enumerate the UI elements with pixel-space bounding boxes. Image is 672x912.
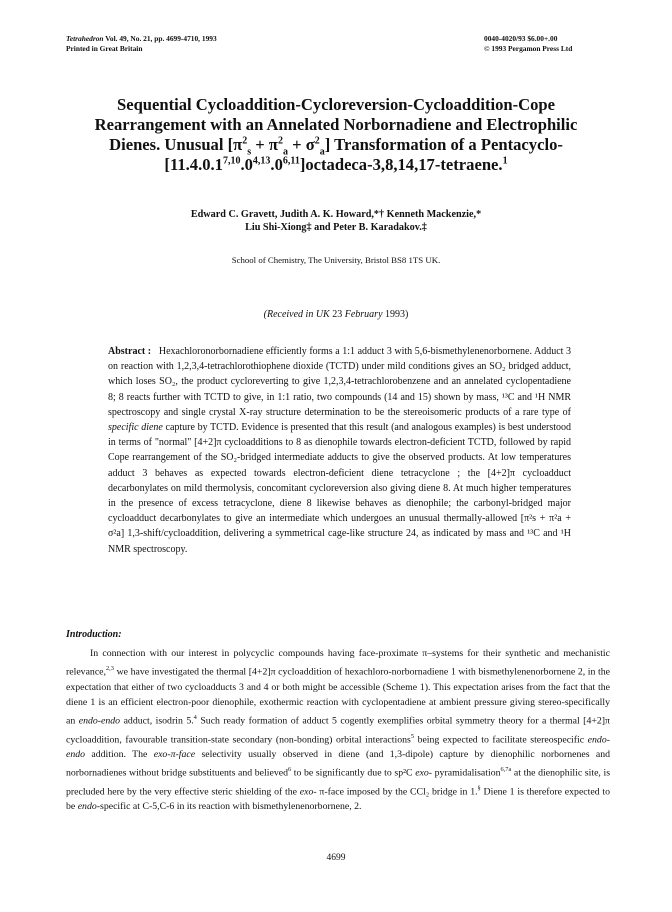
- page-number: 4699: [326, 853, 346, 863]
- abstract-label: Abstract :: [108, 346, 152, 357]
- printed-in: Printed in Great Britain: [66, 44, 143, 53]
- article-title: Sequential Cycloaddition-Cycloreversion-Cycloaddition-Cope Rearrangement with an Annelated Norbornadiene and Electrophilic Dienes. Unusual $[\pi^2_s + \pi^2_a + \sigma^2_a]$ Transformation of a Pentacyclo- [11.4.0.1$^{7,10}$.0$^{4,13}$.0$^{6,11}$]octadeca-3,8,14,17-tetraene.$^1$: [94, 95, 578, 174]
- copyright-notice: © 1993 Pergamon Press Ltd: [484, 44, 573, 53]
- affiliation: School of Chemistry, The University, Bristol BS8 1TS UK.: [231, 255, 441, 265]
- journal-header: [66, 34, 217, 54]
- abstract: Abstract : Hexachloronorbornadiene efficiently forms a 1:1 adduct 3 with 5,6-bismethylenenorbornene. Adduct 3 on reaction with 1,2,3,4-tetrachlorothiophene dioxide (TCTD) under mild conditions gives an SO₂ bridged adduct, which loses SO₂, the product cycloreverting to give 1,2,3,4-tetrachlorobenzene and an annelated cyclopentadiene 8; 8 reacts further with TCTD to give, in 1:1 ratio, two compounds (14 and 15) shown by mass, ¹³C and ¹H NMR spectroscopy and single crystal X-ray structure determination to be the stereoisomeric products of a rare type of specific diene capture by TCTD. Evidence is presented that this result (and analogous examples) is best understood in terms of "normal" [4+2]π cycloadditions to 8 as dienophile towards electron-deficient TCTD, followed by rapid Cope rearrangement of the SO₂-bridged intermediate adducts to give the observed products. At low temperatures adduct 3 behaves as expected towards electron-deficient diene tetracyclone ; the [4+2]π cycloadduct decarbonylates on mild thermolysis, concomitant cycloreversion also giving diene 8. At much higher temperatures in the presence of excess tetracyclone, diene 8 likewise behaves as dienophile; the carbonyl-bridged major cycloadduct decarbonylates to give an intermediate which undergoes an unusual thermally-allowed [π²s + π²a + σ²a] 1,3-shift/cycloaddition, delivering a symmetrical cage-like structure 24, as indicated by mass and ¹³C and ¹H NMR spectroscopy.: [108, 346, 572, 555]
- issn-code: 0040-4020/93 $6.00+.00: [484, 34, 558, 43]
- journal-citation: Tetrahedron Vol. 49, No. 21, pp. 4699-4710, 1993: [66, 34, 217, 43]
- section-heading-introduction: Introduction:: [66, 629, 122, 640]
- received-date: (Received in UK 23 February 1993): [263, 309, 409, 320]
- copyright-header: [484, 34, 572, 54]
- author-list: Edward C. Gravett, Judith A. K. Howard,*† Kenneth Mackenzie,* Liu Shi-Xiong‡ and Peter B. Karadakov.‡: [190, 209, 482, 233]
- introduction-paragraph: In connection with our interest in polycyclic compounds having face-proximate π–systems for their synthetic and mechanistic relevance,$^{2,3}$ we have investigated the thermal [4+2]π cycloaddition of hexachloro-norbornadiene 1 with bismethylenenorbornene 2, in the expectation that either of two cycloadducts 3 and 4 or both might be accessible (Scheme 1). This expectation arises from the fact that the diene 1 is an efficient electron-poor dienophile, exothermic reaction with cyclopentadiene at ambient pressure giving stereo-specifically an endo-endo adduct, isodrin 5.$^4$ Such ready formation of adduct 5 cogently exemplifies orbital symmetry theory for a thermal [4+2]π cycloaddition, favourable transition-state secondary (non-bonding) orbital interactions$^5$ being expected to facilitate stereospecific endo-endo addition. The exo-π-face selectivity usually observed in diene (and 1,3-dipole) capture by dienophilic norbornenes and norbornadienes without bridge substituents and believed$^6$ to be significantly due to sp²C exo- pyramidalisation$^{6,7a}$ at the dienophilic site, is precluded here by the very effective steric shielding of the exo- π-face imposed by the CCl₂ bridge in 1.§ Diene 1 is therefore expected to be endo-specific at C-5,C-6 in its reaction with bismethylenenorbornene, 2.: [66, 648, 611, 813]
